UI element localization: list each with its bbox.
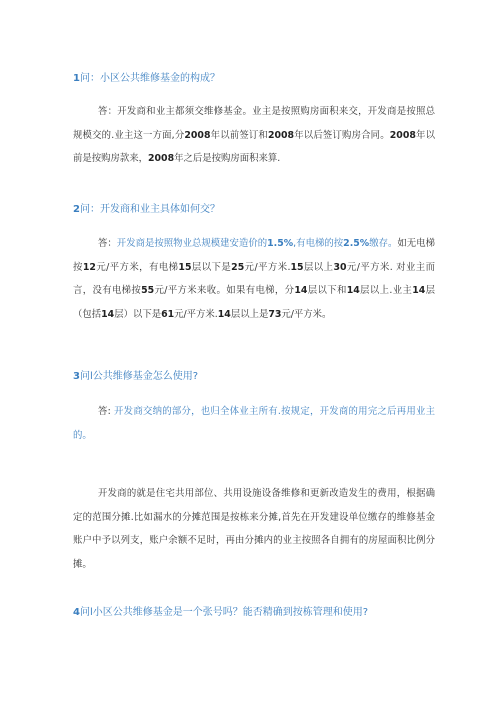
question-text: 问l小区公共维修基金是一个张号吗？能否精确到按栋管理和使用? bbox=[79, 607, 369, 618]
answer-3: 答: 开发商交纳的部分，也归全体业主所有.按规定，开发商的用完之后再用业主的。 bbox=[73, 406, 436, 441]
question-number: 3 bbox=[73, 371, 80, 382]
question-number: 2 bbox=[73, 204, 80, 215]
answer-2: 答：开发商是按照物业总规模建安造价的1.5%,有电梯的按2.5%缴存。如无电梯按12元/平方米，有电梯15层以下是25元/平方米.15层以上30元/平方米. 对业主而言，没有电梯按55元/平方米来收。如果有电梯，分14层以下和14层以上.业主14层（包括14层）以下是61元/平方米.14层以上是73元/平方米。 bbox=[73, 238, 435, 320]
paragraph-4: 开发商的就是住宅共用部位、共用设施设备维修和更新改造发生的费用，根据确定的范围分摊.比如漏水的分摊范围是按栋来分摊,首先在开发建设单位缴存的维修基金账户中予以列支，账户余额不足时，再由分摊内的业主按照各自拥有的房屋面积比例分摊。 bbox=[73, 488, 435, 570]
answer-1: 答：开发商和业主都须交维修基金。业主是按照购房面积来交，开发商是按照总规模交的.业主这一方面,分2008年以前签订和2008年以后签订购房合同。2008年以前是按购房款来，2008年之后是按购房面积来算. bbox=[73, 106, 435, 164]
question-4 bbox=[73, 603, 368, 618]
question-text: 问l公共维修基金怎么使用? bbox=[79, 371, 199, 382]
question-text: 问：小区公共维修基金的构成？ bbox=[79, 73, 220, 84]
question-3 bbox=[73, 367, 198, 382]
question-2 bbox=[73, 200, 220, 215]
question-number: 1 bbox=[73, 73, 80, 84]
question-text: 问：开发商和业主具体如何交？ bbox=[79, 204, 220, 215]
answer-2-highlight: 开发商是按照物业总规模建安造价的1.5%,有电梯的按2.5%缴存。 bbox=[116, 238, 398, 249]
question-1 bbox=[73, 69, 220, 84]
question-number: 4 bbox=[73, 607, 80, 618]
